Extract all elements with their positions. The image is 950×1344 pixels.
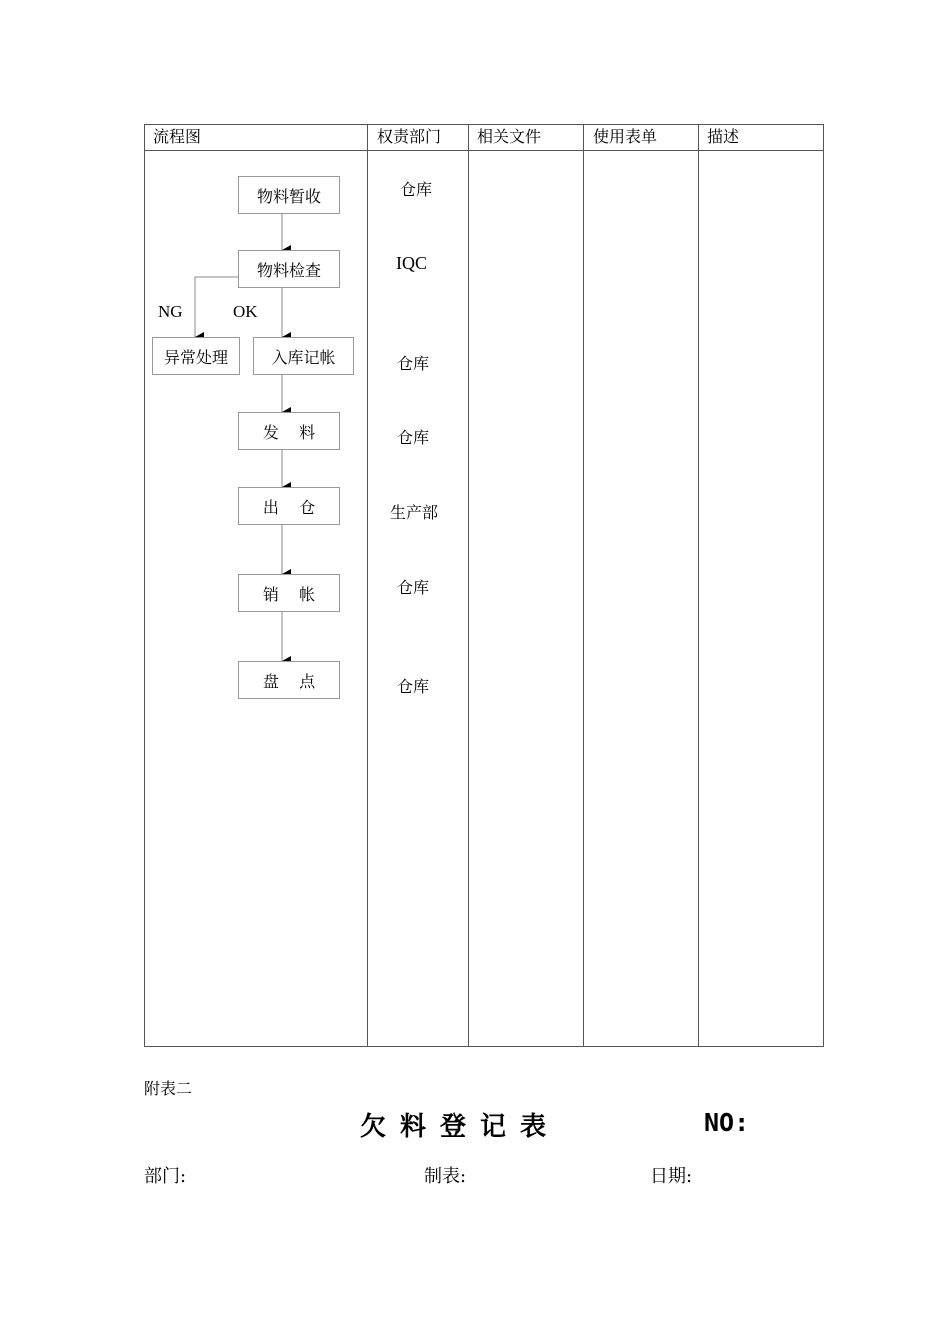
flow-step-label: 销 帐 (262, 584, 316, 604)
flow-step-inspect (238, 250, 340, 288)
flow-step-label: 物料暂收 (256, 186, 321, 206)
dept-out: 生产部 (390, 503, 439, 522)
flow-step-inventory (238, 661, 340, 699)
flow-step-label: 入库记帐 (271, 347, 336, 367)
dept-stock-in: 仓库 (397, 354, 430, 373)
flow-step-label: 出 仓 (262, 497, 316, 517)
header-forms: 使用表单 (593, 127, 658, 146)
arrow-inspect-exception (195, 277, 238, 337)
header-description: 描述 (707, 127, 740, 146)
flow-step-label: 发 料 (262, 422, 316, 442)
flow-step-out (238, 487, 340, 525)
flow-step-label: 异常处理 (163, 347, 228, 367)
flow-step-label: 物料检查 (256, 260, 321, 280)
dept-issue: 仓库 (397, 428, 430, 447)
form-number-label: NO: (704, 1108, 750, 1137)
appendix-label: 附表二 (144, 1079, 193, 1098)
flow-step-receive (238, 176, 340, 214)
date-field-label: 日期: (650, 1166, 693, 1187)
maker-field-label: 制表: (424, 1166, 467, 1187)
flow-step-writeoff (238, 574, 340, 612)
form-title: 欠料登记表 (360, 1112, 561, 1142)
header-flowchart: 流程图 (153, 127, 202, 146)
ok-label: OK (233, 302, 258, 321)
flow-step-label: 盘 点 (262, 671, 316, 691)
dept-writeoff: 仓库 (397, 578, 430, 597)
dept-inventory: 仓库 (397, 677, 430, 696)
ng-label: NG (158, 302, 183, 321)
header-department: 权责部门 (377, 127, 442, 146)
header-documents: 相关文件 (477, 127, 542, 146)
flow-step-issue (238, 412, 340, 450)
dept-inspect: IQC (396, 253, 427, 273)
department-field-label: 部门: (144, 1166, 187, 1187)
flow-step-exception (152, 337, 240, 375)
dept-receive: 仓库 (400, 180, 433, 199)
flow-step-stock-in (253, 337, 354, 375)
